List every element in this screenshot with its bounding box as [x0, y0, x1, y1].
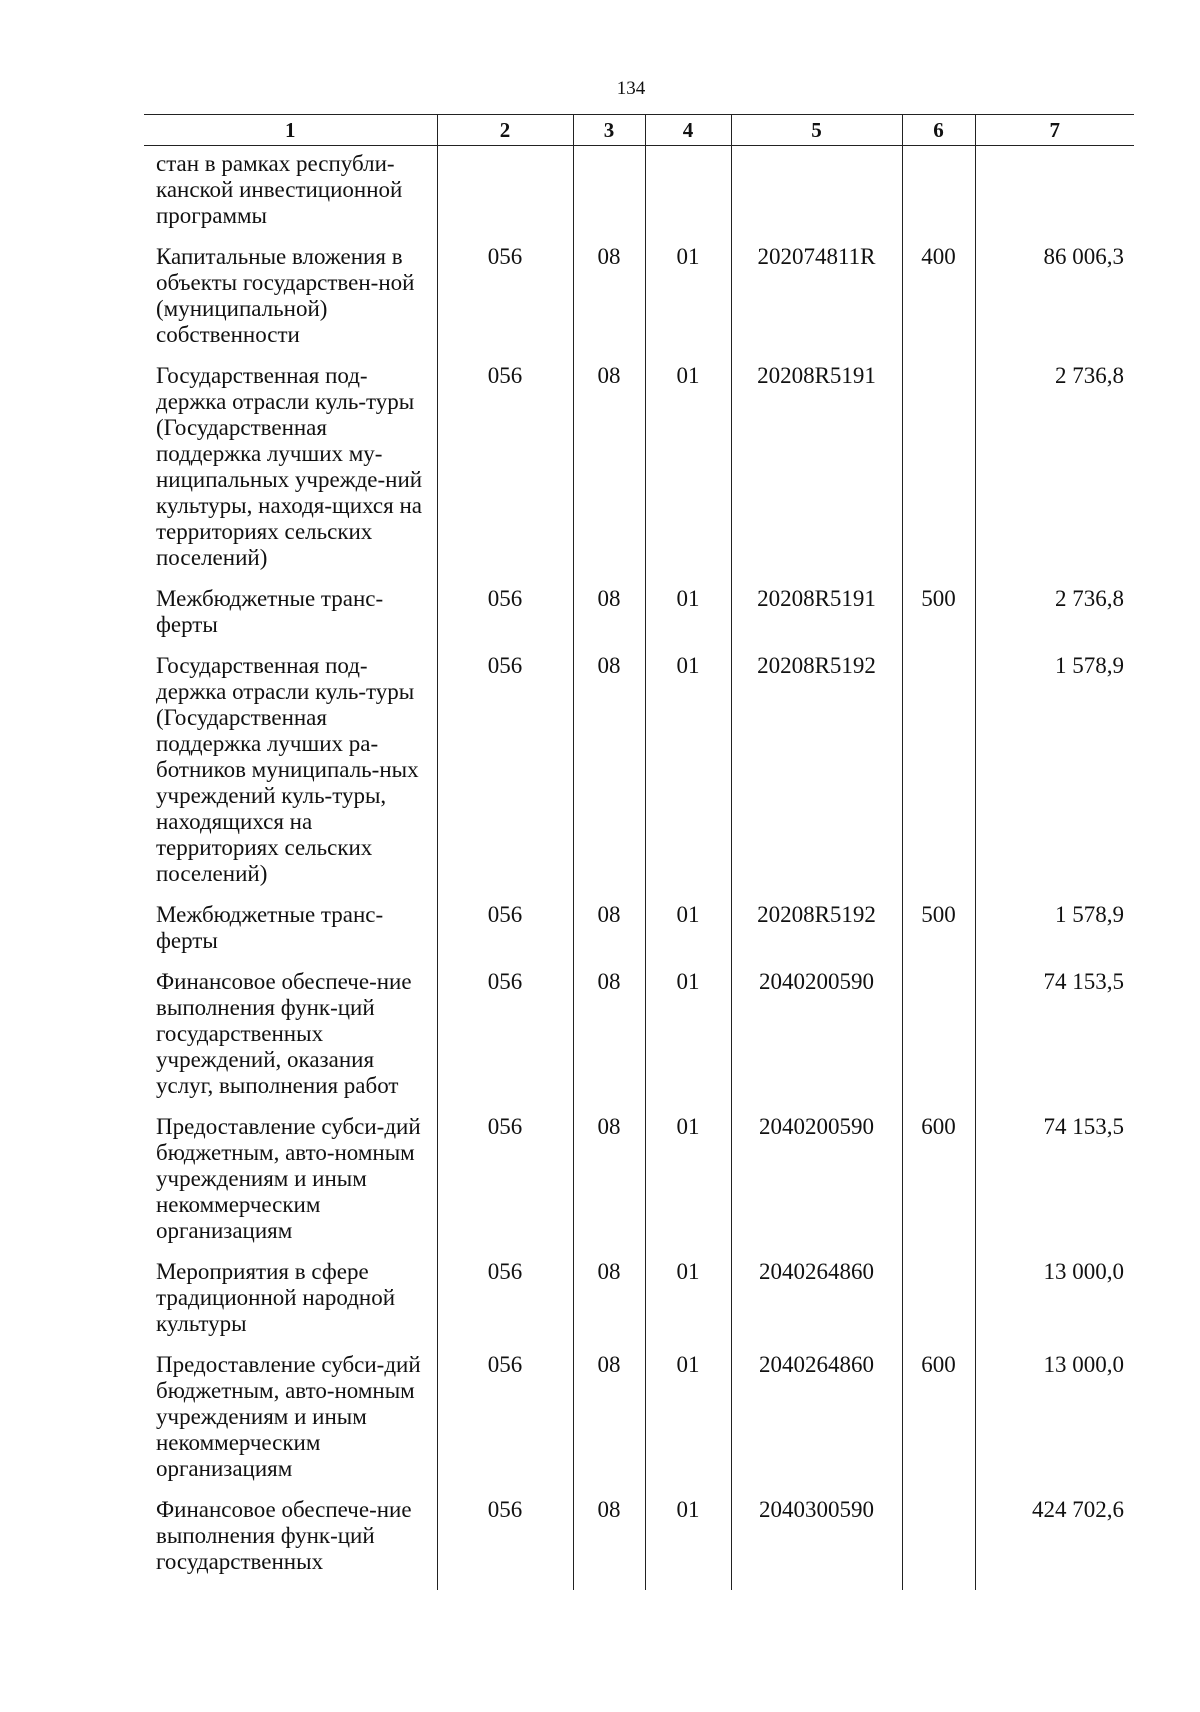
- cell-col-7: 1 578,9: [975, 653, 1134, 902]
- cell-col-7: [975, 151, 1134, 244]
- cell-col-6: 400: [902, 244, 975, 363]
- cell-col-7: 13 000,0: [975, 1352, 1134, 1497]
- cell-col-6: [902, 969, 975, 1114]
- table-row: [144, 363, 1134, 586]
- header-col-1: 1: [144, 115, 437, 146]
- cell-col-5: [731, 151, 902, 244]
- cell-col-3: 08: [573, 969, 645, 1114]
- table-row: [144, 1259, 1134, 1352]
- cell-col-2: 056: [437, 653, 573, 902]
- header-col-7: 7: [975, 115, 1134, 146]
- header-col-2: 2: [437, 115, 573, 146]
- header-col-4: 4: [645, 115, 731, 146]
- header-col-5: 5: [731, 115, 902, 146]
- cell-col-5: 2040264860: [731, 1259, 902, 1352]
- cell-col-7: 424 702,6: [975, 1497, 1134, 1590]
- cell-col-5: 2040264860: [731, 1352, 902, 1497]
- cell-col-3: [573, 151, 645, 244]
- cell-col-2: 056: [437, 1259, 573, 1352]
- cell-col-5: 2040200590: [731, 969, 902, 1114]
- cell-col-5: 202074811R: [731, 244, 902, 363]
- cell-col-6: [902, 653, 975, 902]
- cell-col-6: 500: [902, 902, 975, 969]
- cell-col-6: [902, 1497, 975, 1590]
- cell-col-3: 08: [573, 653, 645, 902]
- cell-col-6: 500: [902, 586, 975, 653]
- cell-col-4: 01: [645, 902, 731, 969]
- cell-col-4: 01: [645, 244, 731, 363]
- header-col-6: 6: [902, 115, 975, 146]
- cell-col-3: 08: [573, 1259, 645, 1352]
- cell-col-2: 056: [437, 1497, 573, 1590]
- page-number: 134: [616, 78, 646, 99]
- cell-col-4: 01: [645, 1497, 731, 1590]
- cell-col-5: 2040300590: [731, 1497, 902, 1590]
- cell-col-4: 01: [645, 1352, 731, 1497]
- cell-col-3: 08: [573, 363, 645, 586]
- row-name: стан в рамках республи-канской инвестиционной программы: [156, 151, 403, 228]
- cell-col-3: 08: [573, 244, 645, 363]
- cell-col-3: 08: [573, 902, 645, 969]
- cell-col-7: 1 578,9: [975, 902, 1134, 969]
- budget-table: [144, 114, 1134, 1590]
- table-row: [144, 902, 1134, 969]
- cell-col-7: 2 736,8: [975, 363, 1134, 586]
- row-name: Государственная под-держка отрасли куль-туры (Государственная поддержка лучших ра-ботников муниципаль-ных учреждений куль-туры, находящихся на территориях сельских поселений): [156, 653, 419, 886]
- cell-col-2: 056: [437, 1114, 573, 1259]
- cell-col-7: 74 153,5: [975, 969, 1134, 1114]
- cell-col-6: 600: [902, 1352, 975, 1497]
- cell-col-2: 056: [437, 363, 573, 586]
- row-name: Капитальные вложения в объекты государствен-ной (муниципальной) собственности: [156, 244, 415, 347]
- row-name: Предоставление субси-дий бюджетным, авто-номным учреждениям и иным некоммерческим организациям: [156, 1352, 421, 1481]
- row-name: Межбюджетные транс-ферты: [156, 586, 384, 637]
- cell-col-6: [902, 1259, 975, 1352]
- row-name: Государственная под-держка отрасли куль-туры (Государственная поддержка лучших му-ниципальных учрежде-ний культуры, находя-щихся на территориях сельских поселений): [156, 363, 423, 570]
- cell-col-2: 056: [437, 1352, 573, 1497]
- cell-col-3: 08: [573, 1352, 645, 1497]
- table-row: [144, 1352, 1134, 1497]
- cell-col-7: 74 153,5: [975, 1114, 1134, 1259]
- cell-col-4: 01: [645, 586, 731, 653]
- cell-col-5: 20208R5192: [731, 653, 902, 902]
- cell-col-6: [902, 151, 975, 244]
- cell-col-4: [645, 151, 731, 244]
- header-col-3: 3: [573, 115, 645, 146]
- cell-col-2: [437, 151, 573, 244]
- cell-col-4: 01: [645, 653, 731, 902]
- row-name: Предоставление субси-дий бюджетным, авто-номным учреждениям и иным некоммерческим организациям: [156, 1114, 421, 1243]
- cell-col-5: 20208R5191: [731, 586, 902, 653]
- row-name: Финансовое обеспече-ние выполнения функ-ций государственных: [156, 1497, 412, 1574]
- table-row: [144, 969, 1134, 1114]
- cell-col-3: 08: [573, 586, 645, 653]
- table-row: [144, 653, 1134, 902]
- cell-col-2: 056: [437, 902, 573, 969]
- cell-col-2: 056: [437, 586, 573, 653]
- cell-col-3: 08: [573, 1114, 645, 1259]
- cell-col-7: 13 000,0: [975, 1259, 1134, 1352]
- cell-col-6: [902, 363, 975, 586]
- row-name: Финансовое обеспече-ние выполнения функ-ций государственных учреждений, оказания услуг, выполнения работ: [156, 969, 412, 1098]
- cell-col-5: 20208R5192: [731, 902, 902, 969]
- table-row: [144, 1114, 1134, 1259]
- cell-col-6: 600: [902, 1114, 975, 1259]
- cell-col-7: 2 736,8: [975, 586, 1134, 653]
- table-row: [144, 244, 1134, 363]
- cell-col-5: 20208R5191: [731, 363, 902, 586]
- table-row: [144, 151, 1134, 244]
- cell-col-7: 86 006,3: [975, 244, 1134, 363]
- cell-col-5: 2040200590: [731, 1114, 902, 1259]
- header-row: [144, 115, 1134, 146]
- cell-col-2: 056: [437, 244, 573, 363]
- cell-col-4: 01: [645, 1259, 731, 1352]
- cell-col-4: 01: [645, 969, 731, 1114]
- cell-col-2: 056: [437, 969, 573, 1114]
- row-name: Мероприятия в сфере традиционной народной культуры: [156, 1259, 396, 1336]
- cell-col-4: 01: [645, 363, 731, 586]
- table-row: [144, 586, 1134, 653]
- row-name: Межбюджетные транс-ферты: [156, 902, 384, 953]
- cell-col-3: 08: [573, 1497, 645, 1590]
- table-row: [144, 1497, 1134, 1590]
- cell-col-4: 01: [645, 1114, 731, 1259]
